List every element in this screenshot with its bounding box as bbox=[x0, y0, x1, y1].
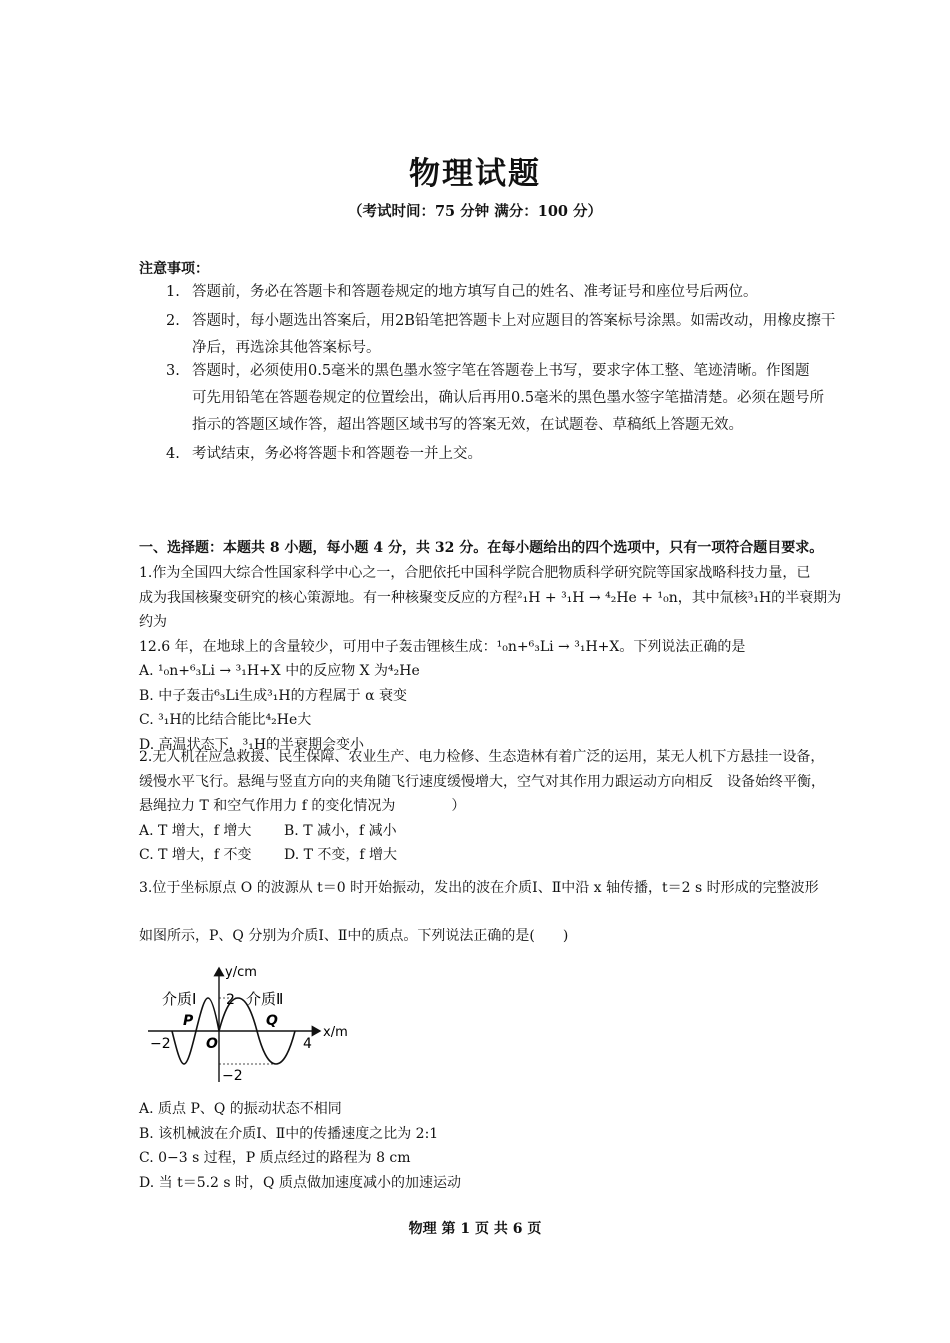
notice-item-1 bbox=[166, 279, 856, 306]
option-c: C. ³₁H的比结合能比⁴₂He大 bbox=[139, 712, 312, 728]
notice-line: 答题前，务必在答题卡和答题卷规定的地方填写自己的姓名、准考证号和座位号后两位。 bbox=[192, 284, 758, 300]
medium-1-label: 介质Ⅰ bbox=[162, 990, 197, 1008]
option-d: D. 当 t＝5.2 s 时，Q 质点做加速度减小的加速运动 bbox=[139, 1174, 461, 1191]
notice-number: 2. bbox=[166, 313, 180, 329]
question-1 bbox=[139, 561, 851, 757]
exam-info: （考试时间：75 分钟 满分：100 分） bbox=[347, 203, 603, 220]
point-p-label: P bbox=[183, 1013, 194, 1029]
notice-item-2 bbox=[166, 308, 856, 362]
option-a: A. 质点 P、Q 的振动状态不相同 bbox=[139, 1101, 342, 1117]
question-3-line-1: 3.位于坐标原点 O 的波源从 t＝0 时开始振动，发出的波在介质Ⅰ、Ⅱ中沿 x 轴传播，t＝2 s 时形成的完整波形 bbox=[139, 880, 819, 896]
notice-line: 净后，再选涂其他答案标号。 bbox=[192, 340, 381, 356]
notice-heading: 注意事项： bbox=[139, 261, 209, 277]
tick-x-negative: −2 bbox=[150, 1036, 171, 1052]
notice-item-4 bbox=[166, 441, 856, 468]
option-c: C. T 增大，f 不变 bbox=[139, 847, 252, 863]
option-b: B. T 减小，f 减小 bbox=[284, 822, 397, 839]
option-b: B. 该机械波在介质Ⅰ、Ⅱ中的传播速度之比为 2:1 bbox=[139, 1125, 439, 1142]
question-text: 12.6 年，在地球上的含量较少，可用中子轰击锂核生成：¹₀n+⁶₃Li → ³₁H+X。下列说法正确的是 bbox=[139, 638, 746, 655]
tick-y-positive: 2 bbox=[226, 992, 235, 1008]
notice-line: 答题时，每小题选出答案后，用2B铅笔把答题卡上对应题目的答案标号涂黑。如需改动，用橡皮擦干 bbox=[192, 313, 836, 329]
option-d: D. T 不变，f 增大 bbox=[284, 847, 398, 863]
notice-line: 答题时，必须使用0.5毫米的黑色墨水签字笔在答题卷上书写，要求字体工整、笔迹清晰。作图题 bbox=[192, 363, 810, 379]
origin-label: O bbox=[206, 1036, 218, 1052]
notice-line: 考试结束，务必将答题卡和答题卷一并上交。 bbox=[192, 446, 482, 462]
notice-line: 可先用铅笔在答题卷规定的位置绘出，确认后再用0.5毫米的黑色墨水签字笔描清楚。必须在题号所 bbox=[192, 390, 825, 406]
notice-line: 指示的答题区域作答，超出答题区域书写的答案无效，在试题卷、草稿纸上答题无效。 bbox=[192, 417, 743, 433]
question-text: 2.无人机在应急救援、民生保障、农业生产、电力检修、生态造林有着广泛的运用，某无人机下方悬挂一设备， bbox=[139, 749, 825, 765]
question-3-options bbox=[139, 1097, 851, 1195]
question-3-line-2: 如图所示，P、Q 分别为介质Ⅰ、Ⅱ中的质点。下列说法正确的是( ) bbox=[139, 928, 569, 944]
option-c: C. 0−3 s 过程，P 质点经过的路程为 8 cm bbox=[139, 1150, 411, 1166]
option-b: B. 中子轰击⁶₃Li生成³₁H的方程属于 α 衰变 bbox=[139, 687, 407, 704]
option-a: A. T 增大，f 增大 bbox=[139, 822, 252, 839]
notice-item-3 bbox=[166, 358, 866, 439]
notice-number: 3. bbox=[166, 363, 180, 379]
question-text: 悬绳拉力 T 和空气作用力 f 的变化情况为 ） bbox=[139, 798, 466, 814]
page-title: 物理试题 bbox=[409, 156, 541, 192]
question-text: 成为我国核聚变研究的核心策源地。有一种核聚变反应的方程²₁H + ³₁H → ⁴₂He + ¹₀n，其中氚核³₁H的半衰期为约为 bbox=[139, 589, 842, 630]
question-text: 1.作为全国四大综合性国家科学中心之一，合肥依托中国科学院合肥物质科学研究院等国家战略科技力量，已 bbox=[139, 565, 811, 581]
wave-figure bbox=[140, 962, 370, 1087]
tick-y-negative: −2 bbox=[222, 1068, 243, 1084]
question-2 bbox=[139, 745, 851, 868]
option-d: D. 高温状态下，³₁H的半衰期会变小 bbox=[139, 736, 365, 753]
question-text: 缓慢水平飞行。悬绳与竖直方向的夹角随飞行速度缓慢增大，空气对其作用力跟运动方向相反 设备始终平衡， bbox=[139, 773, 825, 790]
y-axis-label: y/cm bbox=[225, 965, 257, 980]
option-row bbox=[139, 819, 851, 844]
notice-number: 1. bbox=[166, 284, 180, 300]
x-axis-label: x/m bbox=[323, 1025, 348, 1040]
notice-number: 4. bbox=[166, 446, 180, 462]
section-heading: 一、选择题：本题共 8 小题，每小题 4 分，共 32 分。在每小题给出的四个选项中，只有一项符合题目要求。 bbox=[139, 540, 824, 556]
option-row bbox=[139, 843, 851, 868]
option-a: A. ¹₀n+⁶₃Li → ³₁H+X 中的反应物 X 为⁴₂He bbox=[139, 663, 420, 679]
tick-x-positive: 4 bbox=[303, 1036, 312, 1052]
point-q-label: Q bbox=[266, 1013, 278, 1029]
medium-2-label: 介质Ⅱ bbox=[246, 990, 284, 1008]
page-footer: 物理 第 1 页 共 6 页 bbox=[408, 1221, 542, 1237]
